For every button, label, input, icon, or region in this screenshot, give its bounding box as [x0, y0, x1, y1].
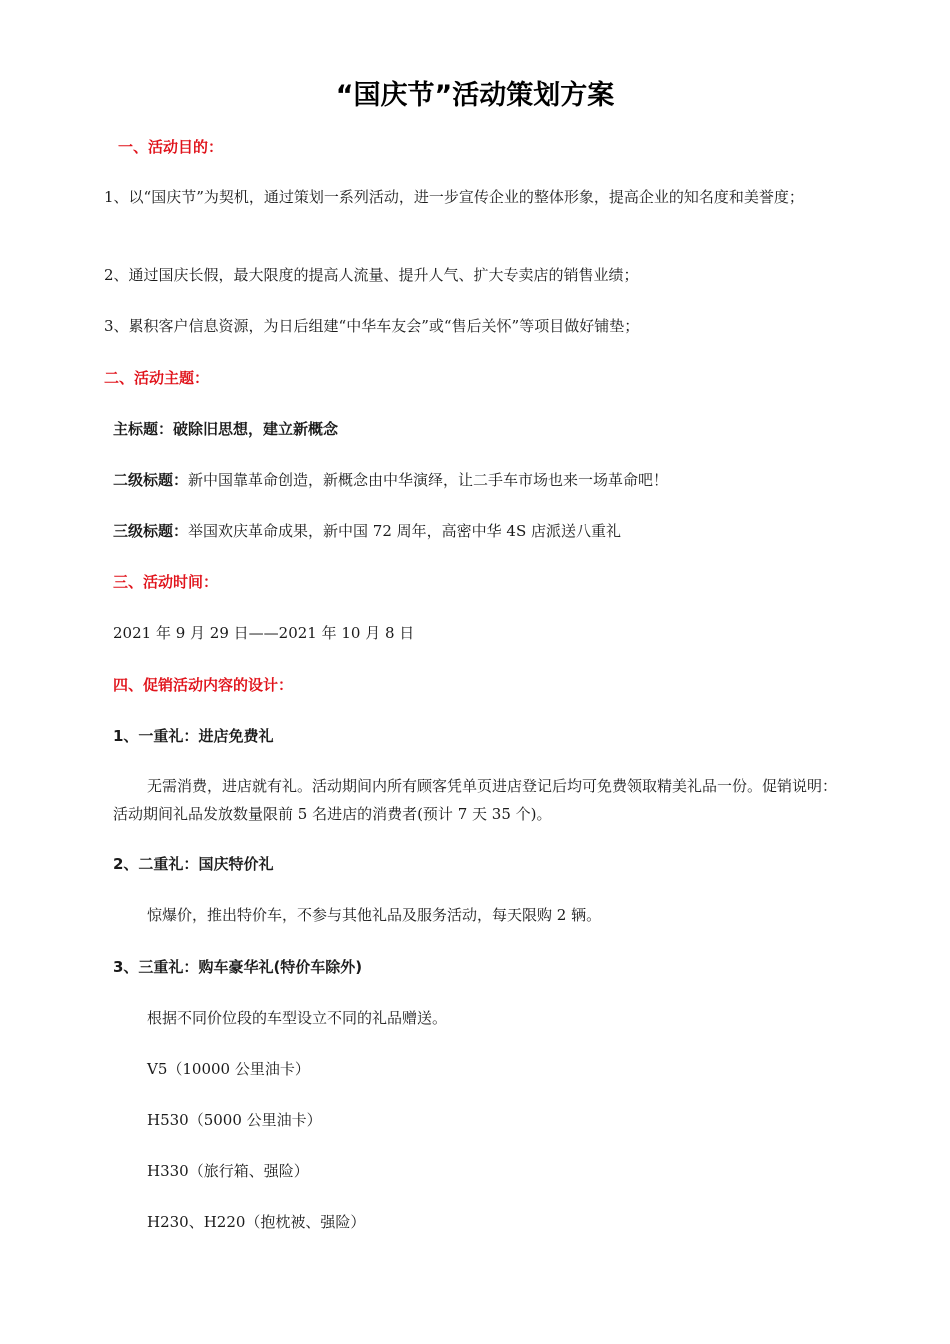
- gift-3-model-h530: H530（5000 公里油卡）: [147, 1111, 322, 1129]
- gift-2-body: 惊爆价，推出特价车，不参与其他礼品及服务活动，每天限购 2 辆。: [147, 906, 602, 924]
- gift-3-model-v5: V5（10000 公里油卡）: [147, 1060, 310, 1078]
- section-heading-purpose: 一、活动目的：: [118, 138, 224, 156]
- gift-1-title: 1、一重礼：进店免费礼: [113, 727, 274, 745]
- section-heading-theme: 二、活动主题：: [104, 369, 210, 387]
- gift-2-title: 2、二重礼：国庆特价礼: [113, 855, 274, 873]
- purpose-item-1: 1、以“国庆节”为契机，通过策划一系列活动，进一步宣传企业的整体形象，提高企业的知名度和美誉度；: [104, 188, 804, 206]
- purpose-item-2: 2、通过国庆长假，最大限度的提高人流量、提升人气、扩大专卖店的销售业绩；: [104, 266, 639, 284]
- theme-second-label: 二级标题：: [113, 471, 189, 489]
- theme-main-title: [113, 416, 338, 442]
- document-title: “国庆节”活动策划方案: [335, 80, 615, 111]
- section-heading-promotion: 四、促销活动内容的设计：: [113, 676, 294, 694]
- section-heading-time: 三、活动时间：: [113, 573, 219, 591]
- gift-3-model-h330: H330（旅行箱、强险）: [147, 1162, 309, 1180]
- theme-third-label: 三级标题：: [113, 522, 189, 540]
- gift-1-body: 无需消费，进店就有礼。活动期间内所有顾客凭单页进店登记后均可免费领取精美礼品一份。促销说明：活动期间礼品发放数量限前 5 名进店的消费者(预计 7 天 35 个)。: [113, 777, 838, 823]
- theme-main-text: 破除旧思想，建立新概念: [173, 420, 339, 438]
- theme-main-label: 主标题：: [113, 420, 174, 438]
- theme-third-title: [113, 518, 621, 544]
- purpose-item-3: 3、累积客户信息资源，为日后组建“中华车友会”或“售后关怀”等项目做好铺垫；: [104, 317, 640, 335]
- theme-second-text: 新中国靠革命创造，新概念由中华演绎，让二手车市场也来一场革命吧！: [188, 471, 669, 489]
- gift-3-title: 3、三重礼：购车豪华礼(特价车除外): [113, 958, 363, 976]
- theme-third-text: 举国欢庆革命成果，新中国 72 周年，高密中华 4S 店派送八重礼: [188, 522, 621, 540]
- gift-3-model-h230-h220: H230、H220（抱枕被、强险）: [147, 1213, 366, 1231]
- activity-date-range: 2021 年 9 月 29 日——2021 年 10 月 8 日: [113, 624, 415, 642]
- gift-3-body: 根据不同价位段的车型设立不同的礼品赠送。: [147, 1009, 448, 1027]
- theme-second-title: [113, 467, 668, 493]
